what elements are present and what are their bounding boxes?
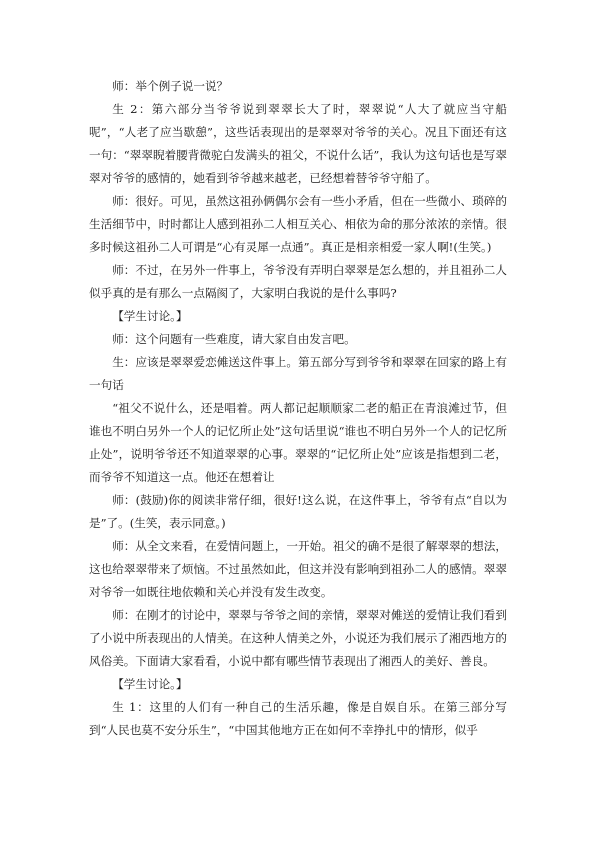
paragraph-teacher-comment: 师：很好。可见，虽然这祖孙俩偶尔会有一些小矛盾，但在一些微小、琐碎的生活细节中，时时都让人感到祖孙二人相互关心、相依为命的那分浓浓的亲情。很多时候这祖孙二人可谓是“心有灵犀一点通”。真正是相亲相爱一家人啊!(生笑。) xyxy=(89,194,507,254)
paragraph-student-discussion-1: 【学生讨论。】 xyxy=(112,309,188,323)
paragraph-quotation: “祖父不说什么，还是唱着。两人都记起顺顺家二老的船正在青浪滩过节，但谁也不明白另外一个人的记忆所止处”这句话里说“谁也不明白另外一个人的记忆所止处”，说明爷爷还不知道翠翠的心事。翠翠的“记忆所止处”应该是指想到二老，而爷爷不知道这一点。他还在想着让 xyxy=(89,401,507,484)
paragraph-student-2-answer: 生 2：第六部分当爷爷说到翠翠长大了时，翠翠说“人大了就应当守船呢”，“人老了应当歇憩”，这些话表现出的是翠翠对爷爷的关心。况且下面还有这一句：“翠翠睨着腰背微驼白发满头的祖父，不说什么话”，我认为这句话也是写翠翠对爷爷的感情的，她看到爷爷越来越老，已经想着替爷爷守船了。 xyxy=(89,102,507,185)
paragraph-teacher-prompt: 师：举个例子说一说？ xyxy=(112,79,229,93)
document-body xyxy=(89,75,507,742)
paragraph-teacher-transition: 师：在刚才的讨论中，翠翠与爷爷之间的亲情，翠翠对傩送的爱情让我们看到了小说中所表现出的人情美。在这种人情美之外，小说还为我们展示了湘西地方的风俗美。下面请大家看看，小说中都有哪些情节表现出了湘西人的美好、善良。 xyxy=(89,608,507,668)
paragraph-teacher-summary: 师：从全文来看，在爱情问题上，一开始。祖父的确不是很了解翠翠的想法，这也给翠翠带来了烦恼。不过虽然如此，但这并没有影响到祖孙二人的感情。翠翠对爷爷一如既往地依赖和关心并没有发生改变。 xyxy=(89,539,507,599)
paragraph-teacher-question: 师：不过，在另外一件事上，爷爷没有弄明白翠翠是怎么想的，并且祖孙二人似乎真的是有那么一点隔阂了，大家明白我说的是什么事吗? xyxy=(89,263,507,300)
paragraph-teacher-encourage: 师：(鼓励)你的阅读非常仔细，很好!这么说，在这件事上，爷爷有点“自以为是”了。(生笑，表示同意。) xyxy=(89,493,507,530)
paragraph-student-discussion-2: 【学生讨论。】 xyxy=(112,677,188,691)
paragraph-student-answer: 生：应该是翠翠爱恋傩送这件事上。第五部分写到爷爷和翠翠在回家的路上有一句话 xyxy=(89,355,507,392)
paragraph-student-1-answer: 生 1：这里的人们有一种自己的生活乐趣，像是自娱自乐。在第三部分写到“人民也莫不安分乐生”，“中国其他地方正在如何不幸挣扎中的情形，似乎 xyxy=(89,700,507,737)
paragraph-teacher-invite: 师：这个问题有一些难度，请大家自由发言吧。 xyxy=(112,332,356,346)
